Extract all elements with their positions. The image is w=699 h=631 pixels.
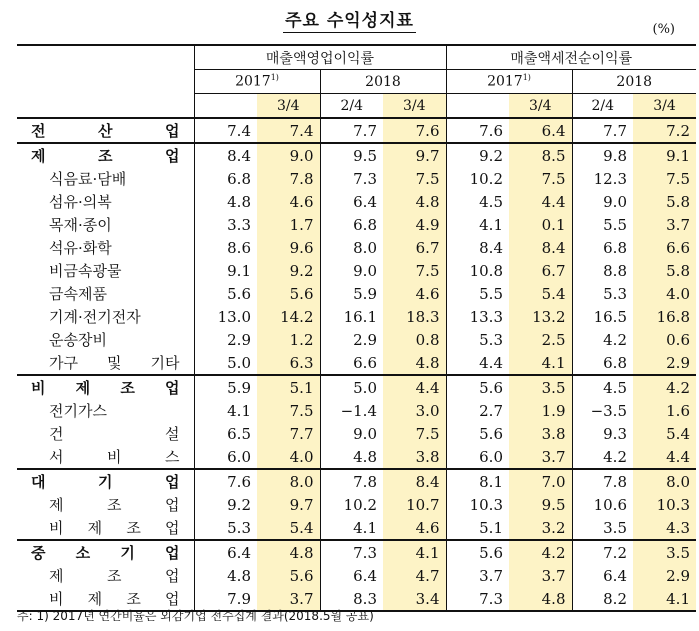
year-text: 2017 <box>235 73 271 90</box>
value-cell: −1.4 <box>320 399 383 422</box>
value-cell: 12.3 <box>572 167 633 190</box>
value-cell: 7.0 <box>509 469 572 493</box>
value-cell: 9.0 <box>572 190 633 213</box>
value-cell: 8.8 <box>572 259 633 282</box>
header-2017-annual <box>194 94 257 119</box>
value-cell: 9.2 <box>194 493 257 516</box>
value-cell: 5.9 <box>320 282 383 305</box>
value-cell: 8.4 <box>383 469 446 493</box>
value-cell: 7.7 <box>257 422 320 445</box>
value-cell: 4.1 <box>194 399 257 422</box>
row-label-major: 제 조 업 <box>31 147 180 165</box>
row-label-sub: 비 제 조 업 <box>17 587 194 611</box>
value-cell: 8.0 <box>257 469 320 493</box>
value-cell: 13.2 <box>509 305 572 328</box>
year-footnote-mark: 1) <box>270 73 279 83</box>
value-cell: 7.3 <box>320 167 383 190</box>
value-cell: 6.5 <box>194 422 257 445</box>
value-cell: 5.6 <box>257 282 320 305</box>
value-cell: 0.6 <box>633 328 696 351</box>
corner-cell <box>17 94 194 119</box>
value-cell: 3.7 <box>257 587 320 611</box>
value-cell: 5.3 <box>572 282 633 305</box>
value-cell: 4.2 <box>509 540 572 564</box>
table-row <box>17 469 696 493</box>
value-cell: 5.4 <box>257 516 320 540</box>
value-cell: 10.7 <box>383 493 446 516</box>
header-year-2018: 2018 <box>320 70 446 94</box>
value-cell: 7.7 <box>572 118 633 143</box>
value-cell: 9.5 <box>509 493 572 516</box>
row-label-sub: 제 조 업 <box>49 567 180 585</box>
row-label-sub: 서 비 스 <box>17 445 194 469</box>
value-cell: 6.8 <box>194 167 257 190</box>
header-quarter: 2/4 <box>572 94 633 119</box>
value-cell: 6.0 <box>446 445 509 469</box>
header-year-2018: 2018 <box>572 70 696 94</box>
value-cell: 7.6 <box>383 118 446 143</box>
value-cell: 2.5 <box>509 328 572 351</box>
value-cell: −3.5 <box>572 399 633 422</box>
value-cell: 7.5 <box>257 399 320 422</box>
value-cell: 1.6 <box>633 399 696 422</box>
value-cell: 13.3 <box>446 305 509 328</box>
value-cell: 8.3 <box>320 587 383 611</box>
value-cell: 3.5 <box>633 540 696 564</box>
value-cell: 7.4 <box>257 118 320 143</box>
value-cell: 16.5 <box>572 305 633 328</box>
value-cell: 7.5 <box>509 167 572 190</box>
value-cell: 16.1 <box>320 305 383 328</box>
value-cell: 5.6 <box>446 540 509 564</box>
value-cell: 7.5 <box>633 167 696 190</box>
value-cell: 5.6 <box>194 282 257 305</box>
table-header <box>17 45 696 118</box>
value-cell: 9.5 <box>320 143 383 167</box>
header-operating-margin: 매출액영업이익률 <box>194 45 446 70</box>
row-label-major: 대 기 업 <box>31 473 180 491</box>
value-cell: 5.4 <box>633 422 696 445</box>
table-row <box>17 305 696 328</box>
value-cell: 6.0 <box>194 445 257 469</box>
value-cell: 4.1 <box>383 540 446 564</box>
value-cell: 7.5 <box>383 167 446 190</box>
table-row <box>17 445 696 469</box>
value-cell: 7.6 <box>446 118 509 143</box>
value-cell: 4.1 <box>320 516 383 540</box>
value-cell: 9.7 <box>383 143 446 167</box>
value-cell: 9.8 <box>572 143 633 167</box>
value-cell: 9.2 <box>257 259 320 282</box>
table-row <box>17 422 696 445</box>
value-cell: 10.6 <box>572 493 633 516</box>
row-label-major: 전 산 업 <box>17 118 194 143</box>
table-row <box>17 399 696 422</box>
value-cell: 2.9 <box>320 328 383 351</box>
value-cell: 9.3 <box>572 422 633 445</box>
value-cell: 2.9 <box>633 351 696 375</box>
value-cell: 9.2 <box>446 143 509 167</box>
value-cell: 7.7 <box>320 118 383 143</box>
value-cell: 7.8 <box>572 469 633 493</box>
table-row <box>17 118 696 143</box>
value-cell: 4.3 <box>633 516 696 540</box>
value-cell: 8.2 <box>572 587 633 611</box>
value-cell: 6.4 <box>320 190 383 213</box>
value-cell: 3.7 <box>446 564 509 587</box>
value-cell: 3.0 <box>383 399 446 422</box>
table-row <box>17 375 696 399</box>
value-cell: 5.3 <box>194 516 257 540</box>
value-cell: 7.8 <box>320 469 383 493</box>
corner-cell <box>17 70 194 94</box>
value-cell: 3.5 <box>509 375 572 399</box>
value-cell: 2.9 <box>194 328 257 351</box>
header-pretax-margin: 매출액세전순이익률 <box>446 45 696 70</box>
value-cell: 4.0 <box>633 282 696 305</box>
value-cell: 9.1 <box>194 259 257 282</box>
value-cell: 6.3 <box>257 351 320 375</box>
value-cell: 8.4 <box>446 236 509 259</box>
header-quarter: 3/4 <box>257 94 320 119</box>
row-label-sub: 운송장비 <box>49 331 107 349</box>
value-cell: 9.7 <box>257 493 320 516</box>
value-cell: 5.4 <box>509 282 572 305</box>
value-cell: 5.5 <box>446 282 509 305</box>
header-year-2017 <box>194 70 320 94</box>
value-cell: 3.8 <box>509 422 572 445</box>
value-cell: 3.5 <box>572 516 633 540</box>
value-cell: 4.8 <box>320 445 383 469</box>
value-cell: 7.6 <box>194 469 257 493</box>
table-row <box>17 236 696 259</box>
value-cell: 4.1 <box>446 213 509 236</box>
row-label-major: 중 소 기 업 <box>31 544 180 562</box>
value-cell: 4.8 <box>194 564 257 587</box>
value-cell: 14.2 <box>257 305 320 328</box>
value-cell: 0.8 <box>383 328 446 351</box>
table-row <box>17 213 696 236</box>
row-label-sub: 건 설 <box>49 425 180 443</box>
value-cell: 1.2 <box>257 328 320 351</box>
value-cell: 9.1 <box>633 143 696 167</box>
value-cell: 5.9 <box>194 375 257 399</box>
row-label-sub: 식음료·담배 <box>49 170 127 188</box>
value-cell: 4.2 <box>572 445 633 469</box>
value-cell: 5.6 <box>257 564 320 587</box>
value-cell: 18.3 <box>383 305 446 328</box>
row-label-major: 비 제 조 업 <box>31 379 180 397</box>
value-cell: 4.5 <box>572 375 633 399</box>
row-label-sub: 금속제품 <box>49 285 107 303</box>
unit-label: (%) <box>652 22 675 37</box>
value-cell: 6.4 <box>320 564 383 587</box>
value-cell: 5.0 <box>320 375 383 399</box>
table-row <box>17 351 696 375</box>
value-cell: 1.7 <box>257 213 320 236</box>
value-cell: 3.7 <box>633 213 696 236</box>
value-cell: 8.4 <box>194 143 257 167</box>
value-cell: 7.2 <box>572 540 633 564</box>
value-cell: 3.2 <box>509 516 572 540</box>
value-cell: 8.0 <box>633 469 696 493</box>
value-cell: 8.6 <box>194 236 257 259</box>
table-row <box>17 282 696 305</box>
value-cell: 4.4 <box>509 190 572 213</box>
value-cell: 13.0 <box>194 305 257 328</box>
header-year-2017 <box>446 70 572 94</box>
value-cell: 4.6 <box>383 282 446 305</box>
value-cell: 2.9 <box>633 564 696 587</box>
value-cell: 6.4 <box>509 118 572 143</box>
value-cell: 4.4 <box>383 375 446 399</box>
row-label-sub: 섬유·의복 <box>49 193 112 211</box>
value-cell: 5.6 <box>446 422 509 445</box>
value-cell: 7.4 <box>194 118 257 143</box>
value-cell: 9.0 <box>320 259 383 282</box>
value-cell: 9.0 <box>320 422 383 445</box>
value-cell: 10.2 <box>446 167 509 190</box>
row-label-sub: 전기가스 <box>49 402 107 420</box>
value-cell: 4.9 <box>383 213 446 236</box>
footnote: 주: 1) 2017년 연간비율은 외감기업 전수집계 결과(2018.5월 공표) <box>17 609 374 623</box>
profitability-table <box>17 44 696 612</box>
value-cell: 3.7 <box>509 445 572 469</box>
value-cell: 5.3 <box>446 328 509 351</box>
value-cell: 4.8 <box>509 587 572 611</box>
value-cell: 16.8 <box>633 305 696 328</box>
header-2017-annual <box>446 94 509 119</box>
table-body <box>17 118 696 611</box>
value-cell: 9.6 <box>257 236 320 259</box>
table-row <box>17 564 696 587</box>
value-cell: 3.8 <box>383 445 446 469</box>
row-label-sub: 석유·화학 <box>49 239 112 257</box>
row-label-sub: 가구 및 기타 <box>17 351 194 375</box>
value-cell: 7.9 <box>194 587 257 611</box>
year-footnote-mark: 1) <box>522 73 531 83</box>
value-cell: 7.2 <box>633 118 696 143</box>
value-cell: 7.5 <box>383 422 446 445</box>
table-title-text: 주요 수익성지표 <box>285 11 414 31</box>
value-cell: 5.0 <box>194 351 257 375</box>
value-cell: 10.2 <box>320 493 383 516</box>
row-label-sub: 비금속광물 <box>49 262 122 280</box>
value-cell: 10.8 <box>446 259 509 282</box>
row-label-sub: 기계·전기전자 <box>49 308 141 326</box>
table-title <box>0 6 699 31</box>
row-label-sub: 제 조 업 <box>49 496 180 514</box>
value-cell: 1.9 <box>509 399 572 422</box>
value-cell: 3.7 <box>509 564 572 587</box>
value-cell: 4.4 <box>446 351 509 375</box>
value-cell: 5.6 <box>446 375 509 399</box>
value-cell: 6.8 <box>572 236 633 259</box>
value-cell: 6.6 <box>320 351 383 375</box>
value-cell: 10.3 <box>446 493 509 516</box>
value-cell: 10.3 <box>633 493 696 516</box>
value-cell: 5.5 <box>572 213 633 236</box>
value-cell: 6.8 <box>320 213 383 236</box>
value-cell: 6.4 <box>572 564 633 587</box>
table-row <box>17 516 696 540</box>
value-cell: 5.1 <box>257 375 320 399</box>
value-cell: 6.7 <box>509 259 572 282</box>
table-row <box>17 328 696 351</box>
value-cell: 4.8 <box>257 540 320 564</box>
value-cell: 5.1 <box>446 516 509 540</box>
corner-cell <box>17 45 194 70</box>
value-cell: 7.8 <box>257 167 320 190</box>
value-cell: 4.6 <box>257 190 320 213</box>
row-label-sub: 비 제 조 업 <box>17 516 194 540</box>
value-cell: 4.5 <box>446 190 509 213</box>
value-cell: 4.8 <box>194 190 257 213</box>
row-label-sub: 목재·종이 <box>49 216 112 234</box>
table-row <box>17 259 696 282</box>
value-cell: 9.0 <box>257 143 320 167</box>
header-quarter: 2/4 <box>320 94 383 119</box>
value-cell: 4.1 <box>633 587 696 611</box>
value-cell: 4.7 <box>383 564 446 587</box>
value-cell: 6.6 <box>633 236 696 259</box>
value-cell: 8.1 <box>446 469 509 493</box>
table-row <box>17 540 696 564</box>
header-quarter: 3/4 <box>633 94 696 119</box>
header-quarter: 3/4 <box>509 94 572 119</box>
value-cell: 4.2 <box>572 328 633 351</box>
value-cell: 4.8 <box>383 190 446 213</box>
value-cell: 4.6 <box>383 516 446 540</box>
value-cell: 3.4 <box>383 587 446 611</box>
header-quarter: 3/4 <box>383 94 446 119</box>
value-cell: 5.8 <box>633 190 696 213</box>
table-row <box>17 493 696 516</box>
value-cell: 2.7 <box>446 399 509 422</box>
value-cell: 5.8 <box>633 259 696 282</box>
value-cell: 3.3 <box>194 213 257 236</box>
value-cell: 4.0 <box>257 445 320 469</box>
value-cell: 4.4 <box>633 445 696 469</box>
year-text: 2017 <box>487 73 523 90</box>
value-cell: 4.8 <box>383 351 446 375</box>
table-row <box>17 143 696 167</box>
value-cell: 4.2 <box>633 375 696 399</box>
value-cell: 6.8 <box>572 351 633 375</box>
value-cell: 7.3 <box>446 587 509 611</box>
value-cell: 6.4 <box>194 540 257 564</box>
value-cell: 8.4 <box>509 236 572 259</box>
value-cell: 8.5 <box>509 143 572 167</box>
value-cell: 0.1 <box>509 213 572 236</box>
value-cell: 7.5 <box>383 259 446 282</box>
table-row <box>17 167 696 190</box>
value-cell: 4.1 <box>509 351 572 375</box>
value-cell: 8.0 <box>320 236 383 259</box>
value-cell: 7.3 <box>320 540 383 564</box>
table-row <box>17 190 696 213</box>
value-cell: 6.7 <box>383 236 446 259</box>
